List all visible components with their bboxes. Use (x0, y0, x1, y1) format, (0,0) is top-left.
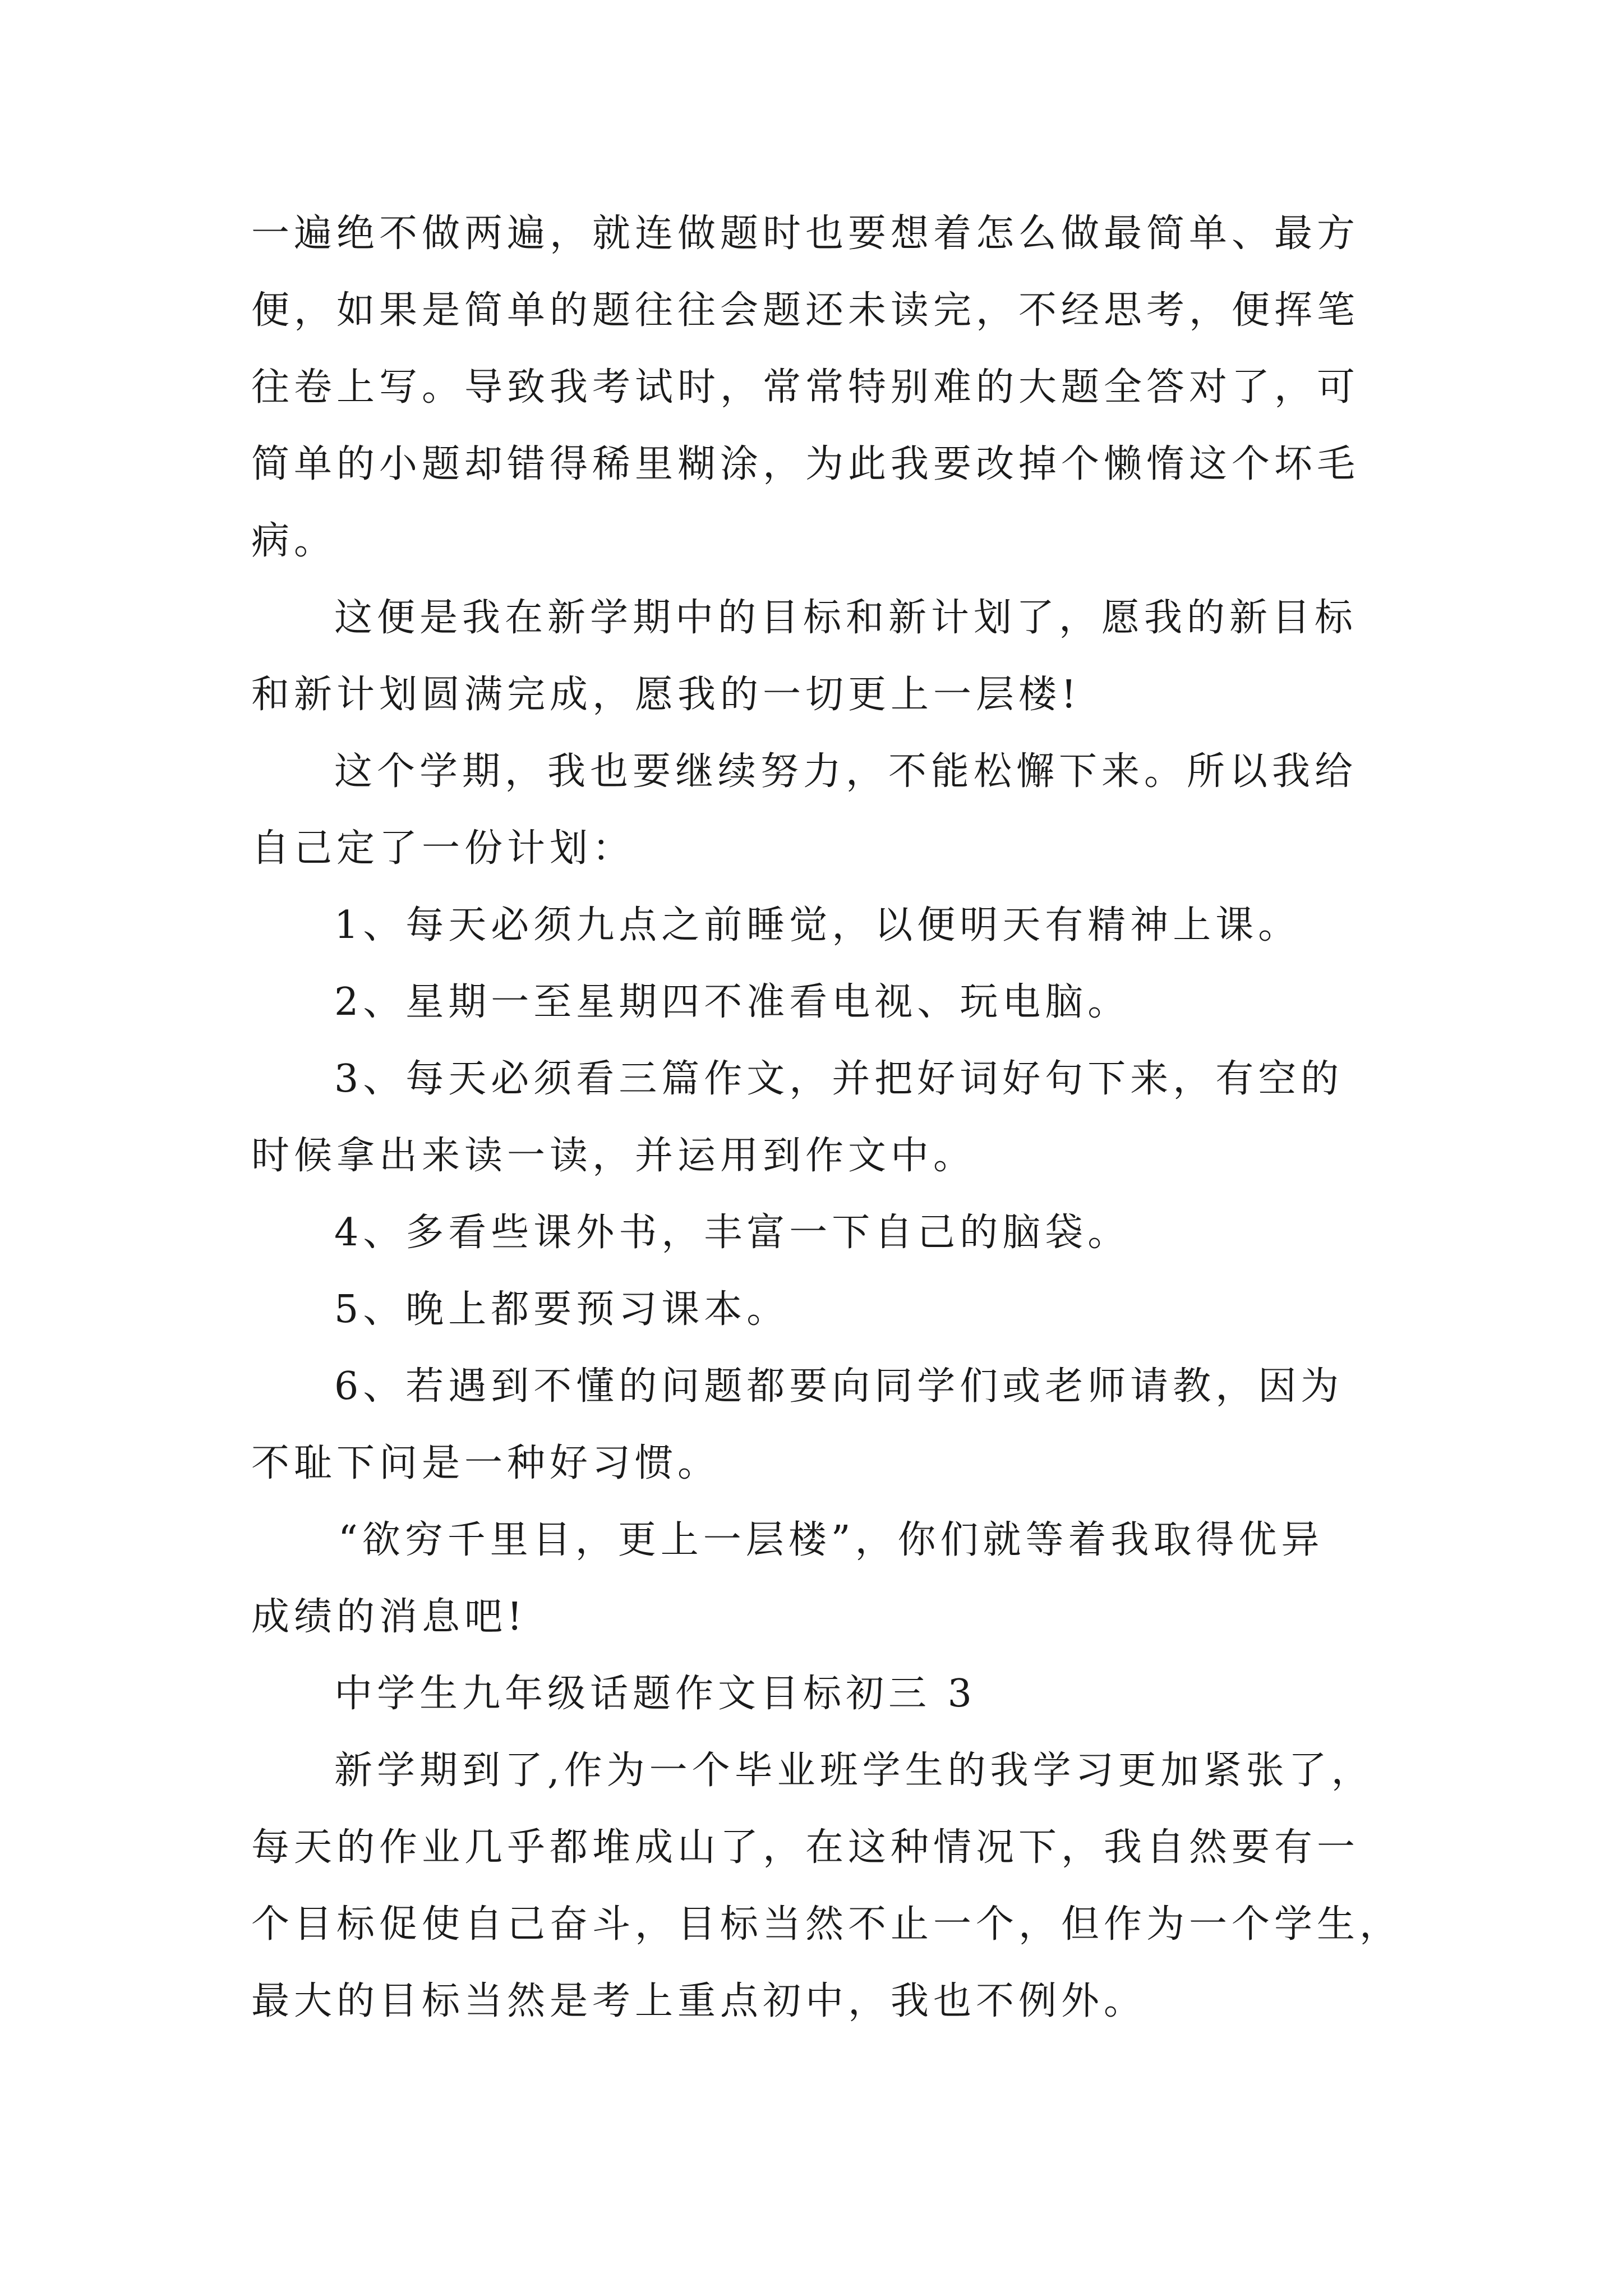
plan-item-4: 4、多看些课外书，丰富一下自己的脑袋。 (334, 1211, 1131, 1255)
text-line: 往卷上写。导致我考试时，常常特别难的大题全答对了，可 (251, 365, 1360, 409)
text-line: 每天的作业几乎都堆成山了，在这种情况下，我自然要有一 (251, 1825, 1360, 1870)
plan-item-3: 3、每天必须看三篇作文，并把好词好句下来，有空的 (334, 1057, 1344, 1101)
plan-item-5: 5、晚上都要预习课本。 (334, 1287, 790, 1332)
paragraph-start-line: 这个学期，我也要继续努力，不能松懈下来。所以我给 (334, 749, 1358, 794)
text-line: 和新计划圆满完成，愿我的一切更上一层楼! (251, 673, 1081, 717)
text-line: 一遍绝不做两遍，就连做题时也要想着怎么做最简单、最方 (251, 211, 1360, 256)
quote-line: “欲穷千里目，更上一层楼”，你们就等着我取得优异 (338, 1518, 1324, 1562)
text-line: 个目标促使自己奋斗，目标当然不止一个，但作为一个学生， (251, 1902, 1403, 1947)
text-line: 简单的小题却错得稀里糊涂，为此我要改掉个懒惰这个坏毛 (251, 442, 1360, 486)
plan-item-6: 6、若遇到不懂的问题都要向同学们或老师请教，因为 (334, 1364, 1344, 1409)
text-line: 最大的目标当然是考上重点初中，我也不例外。 (251, 1979, 1147, 2023)
text-line: 成绩的消息吧! (251, 1595, 527, 1639)
document-body (251, 195, 1403, 2040)
section-heading: 中学生九年级话题作文目标初三 3 (334, 1672, 976, 1716)
paragraph-start-line: 新学期到了,作为一个毕业班学生的我学习更加紧张了， (334, 1749, 1374, 1793)
text-line: 不耻下问是一种好习惯。 (251, 1441, 721, 1485)
plan-item-1: 1、每天必须九点之前睡觉，以便明天有精神上课。 (334, 903, 1301, 947)
paragraph-start-line: 这便是我在新学期中的目标和新计划了，愿我的新目标 (334, 596, 1358, 640)
text-line: 病。 (251, 519, 337, 563)
text-line: 便，如果是简单的题往往会题还未读完，不经思考，便挥笔 (251, 288, 1360, 333)
plan-item-2: 2、星期一至星期四不准看电视、玩电脑。 (334, 980, 1131, 1024)
text-line: 自己定了一份计划： (251, 826, 635, 871)
text-line: 时候拿出来读一读，并运用到作文中。 (251, 1134, 976, 1178)
